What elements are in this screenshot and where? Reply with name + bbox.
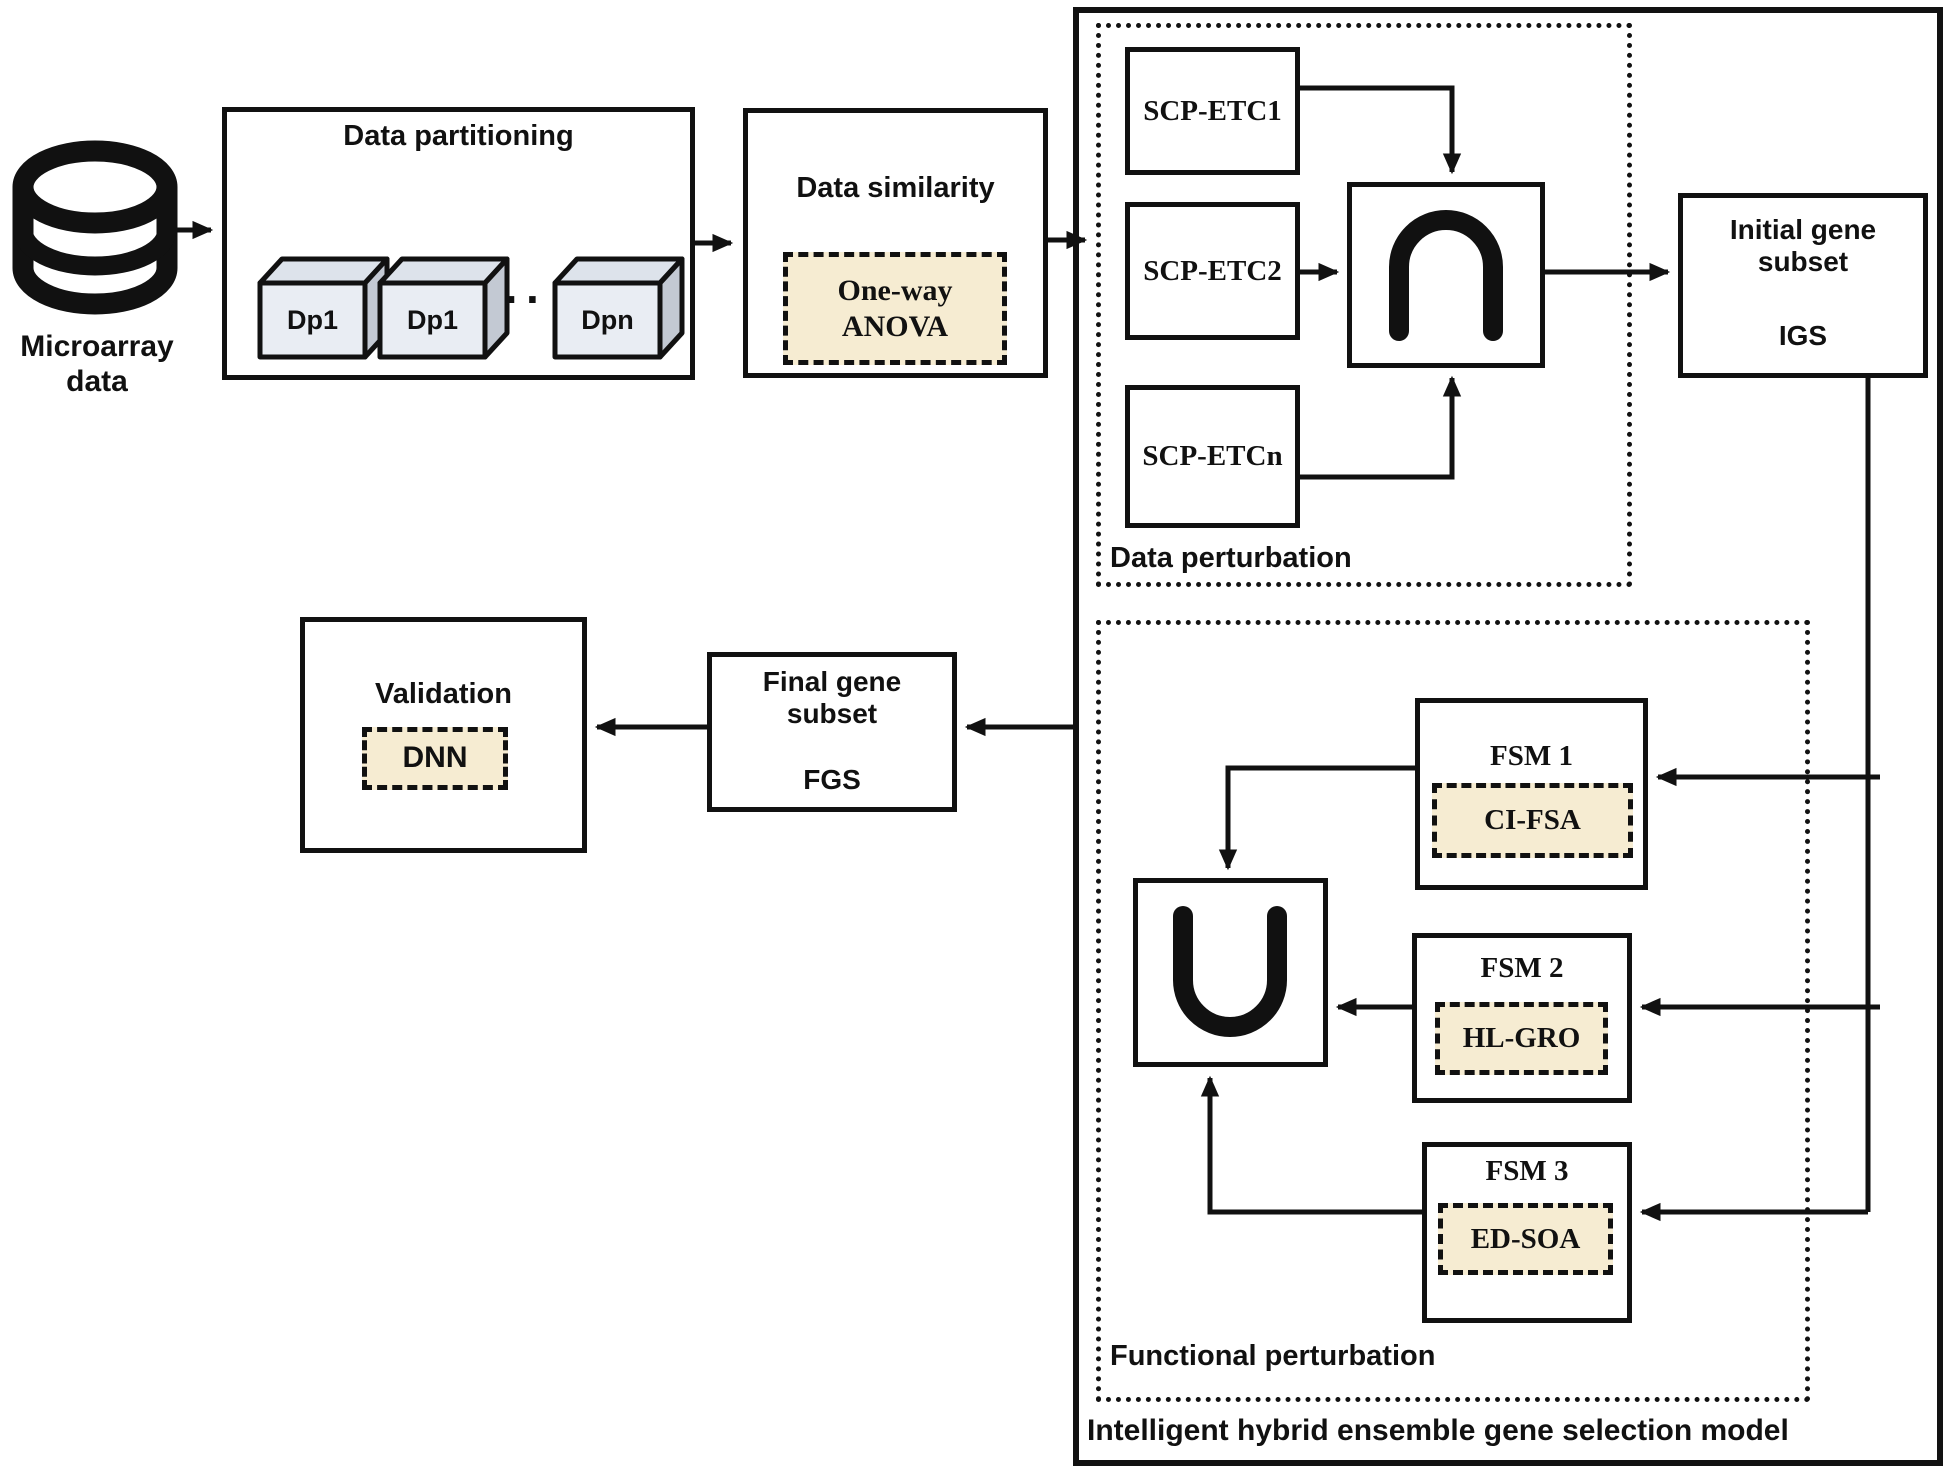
cube-label-n: Dpn [581,305,634,335]
cifsa-label: CI-FSA [1484,804,1581,836]
igs-abbr: IGS [1778,320,1828,351]
igs-label: Initial gene subset [1729,214,1877,278]
arrow-fsm3-to-union [1210,1078,1422,1212]
arrow-scp1-to-intersection [1300,88,1452,172]
fsm1-title: FSM 1 [1490,740,1573,772]
arrow-scpn-to-intersection [1300,378,1452,477]
edsoa-highlight-box [1438,1203,1613,1275]
scp-etcn-label: SCP-ETCn [1142,440,1283,472]
intersection-icon [1399,220,1493,331]
cifsa-highlight-box [1432,783,1633,858]
hlgro-label: HL-GRO [1462,1022,1581,1054]
fsm2-title: FSM 2 [1480,952,1564,984]
cube-ellipsis: ·· [504,273,548,325]
arrow-fsm1-to-union [1228,768,1415,868]
dnn-label: DNN [402,741,468,775]
ensemble-model-title: Intelligent hybrid ensemble gene selection model [1087,1414,1789,1447]
data-similarity-title: Data similarity [796,172,995,204]
scp-etc2-label: SCP-ETC2 [1143,254,1282,287]
cube-label-2: Dp1 [406,305,458,335]
cube-label-1: Dp1 [286,305,338,335]
data-partitioning-title: Data partitioning [343,120,574,152]
fgs-abbr: FGS [803,764,861,795]
edsoa-label: ED-SOA [1470,1222,1581,1255]
functional-perturbation-label: Functional perturbation [1110,1340,1436,1372]
anova-highlight-box [783,252,1007,365]
union-icon [1183,916,1277,1027]
scp-etc1-label: SCP-ETC1 [1143,94,1282,127]
validation-title: Validation [375,678,512,710]
database-icon [23,151,167,304]
microarray-data-label: Microarray data [20,330,174,398]
data-perturbation-label: Data perturbation [1110,542,1352,574]
anova-label: One-way ANOVA [837,273,953,343]
fsm3-title: FSM 3 [1485,1155,1569,1187]
hlgro-highlight-box [1435,1002,1608,1075]
fgs-label: Final gene subset [762,666,902,730]
dnn-highlight-box [362,727,508,790]
